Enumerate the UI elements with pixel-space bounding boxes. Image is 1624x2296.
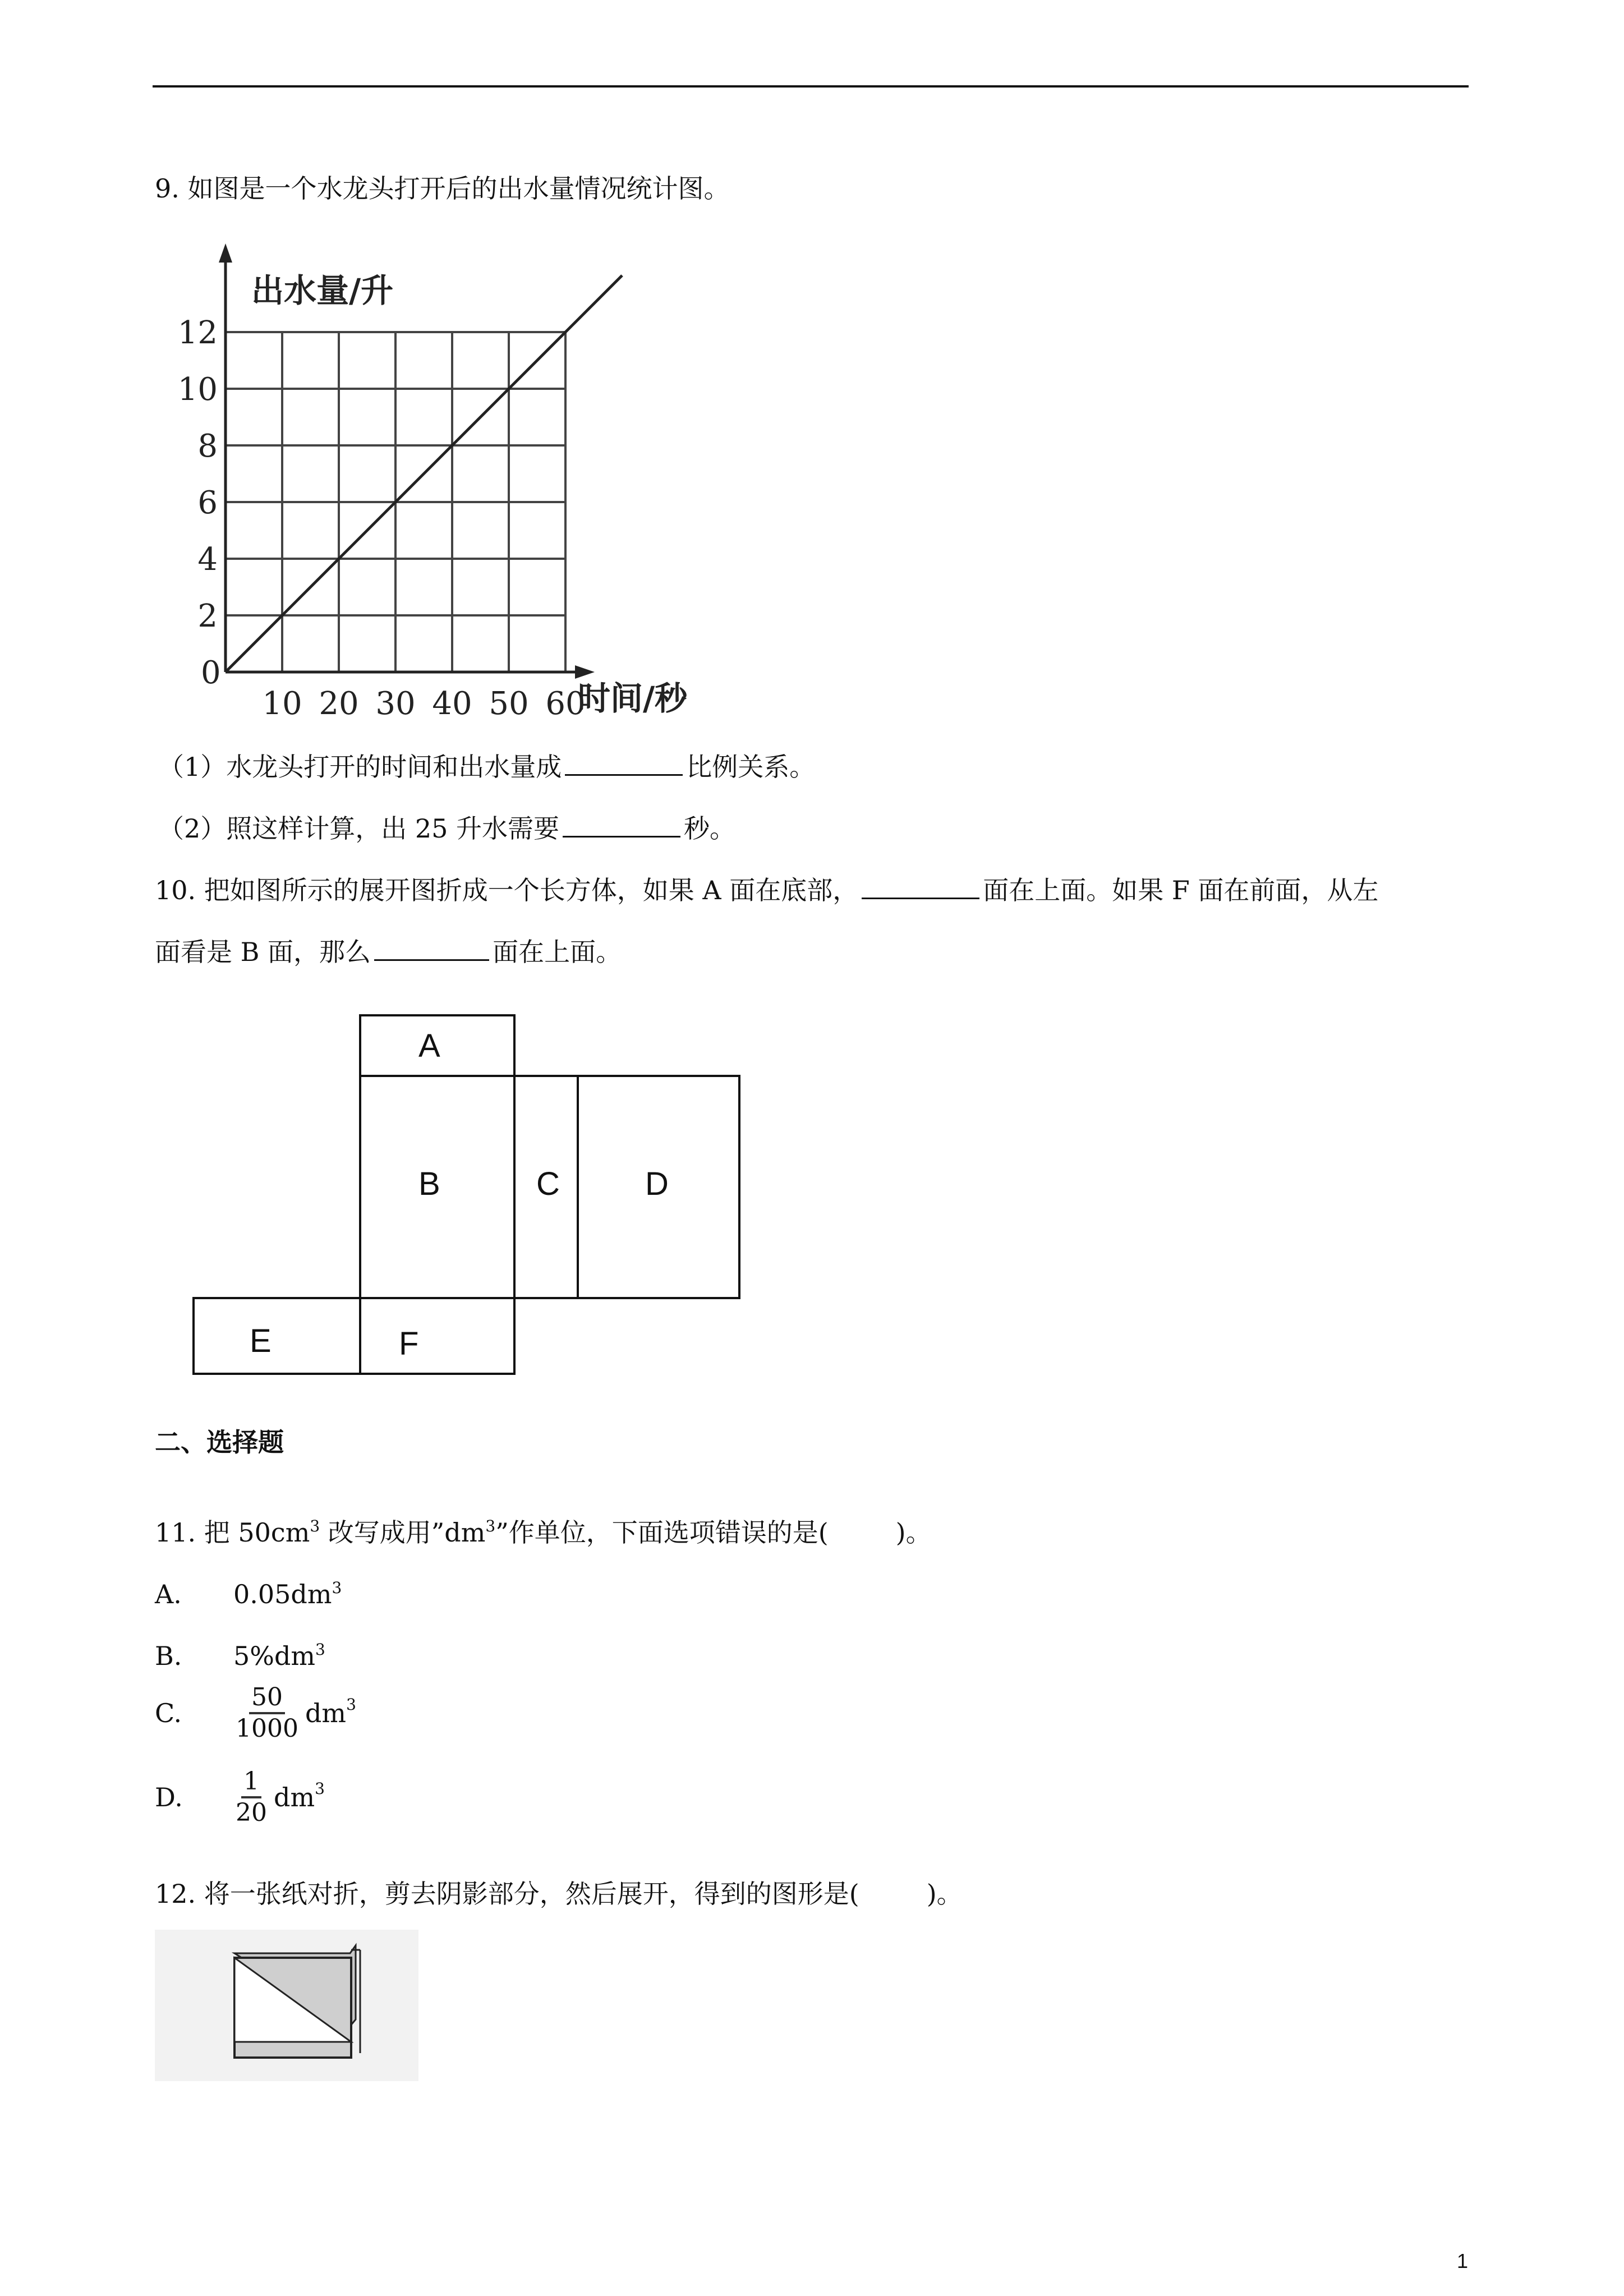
option-sup: 3 bbox=[346, 1695, 356, 1714]
net-face-e bbox=[194, 1298, 360, 1374]
net-face-f bbox=[360, 1298, 514, 1374]
fraction-denominator: 1000 bbox=[236, 1714, 298, 1743]
fraction-numerator: 1 bbox=[241, 1767, 261, 1798]
face-label-a: A bbox=[418, 1028, 440, 1064]
option-sup: 3 bbox=[315, 1779, 325, 1798]
q9-sub2-blank[interactable] bbox=[563, 813, 680, 838]
y-tick-label: 8 bbox=[197, 428, 218, 464]
origin-label: 0 bbox=[201, 655, 221, 691]
q11-text-c: ”作单位，下面选项错误的是( bbox=[495, 1517, 829, 1548]
chart-tick-labels bbox=[178, 315, 586, 722]
option-unit: dm bbox=[274, 1782, 315, 1812]
q12-stem bbox=[155, 1876, 963, 1911]
y-axis-arrow bbox=[219, 243, 232, 263]
face-label-b: B bbox=[418, 1166, 440, 1202]
option-text: 5%dm bbox=[233, 1641, 316, 1671]
q9-sub1 bbox=[158, 749, 815, 784]
face-label-f: F bbox=[399, 1326, 419, 1362]
option-sup: 3 bbox=[332, 1579, 342, 1597]
option-sup: 3 bbox=[315, 1640, 325, 1659]
chart-y-axis-title: 出水量/升 bbox=[251, 272, 394, 310]
fraction-denominator: 20 bbox=[236, 1798, 267, 1827]
chart-series bbox=[226, 275, 622, 672]
q9-sub1-blank[interactable] bbox=[565, 752, 683, 776]
section-title-choice: 二、选择题 bbox=[155, 1427, 284, 1457]
q10-text-2: 面看是 B 面，那么 bbox=[155, 937, 371, 967]
x-tick-label: 30 bbox=[375, 685, 416, 722]
y-tick-label: 6 bbox=[197, 485, 218, 521]
q9-sub2-text-after: 秒。 bbox=[684, 813, 736, 844]
q10-text-2-end: 面在上面。 bbox=[493, 937, 622, 967]
folded-paper-figure bbox=[155, 1930, 418, 2081]
chart-x-axis-title: 时间/秒 bbox=[578, 679, 688, 717]
q11-text: 11. 把 50cm bbox=[155, 1517, 310, 1548]
q10-blank-1[interactable] bbox=[862, 875, 979, 899]
q9-title: 9. 如图是一个水龙头打开后的出水量情况统计图。 bbox=[155, 173, 730, 204]
option-letter: A. bbox=[155, 1579, 182, 1609]
x-tick-label: 40 bbox=[432, 685, 472, 722]
y-tick-label: 12 bbox=[177, 315, 218, 351]
y-tick-label: 2 bbox=[197, 598, 218, 634]
x-tick-label: 60 bbox=[545, 685, 586, 722]
y-tick-label: 4 bbox=[197, 541, 218, 578]
water-flow-chart bbox=[151, 219, 746, 735]
face-label-d: D bbox=[645, 1166, 669, 1202]
q10-line1 bbox=[155, 873, 1378, 908]
page-number: 1 bbox=[1457, 2249, 1469, 2272]
option-letter: B. bbox=[155, 1641, 182, 1671]
q11-option-c[interactable] bbox=[155, 1683, 356, 1743]
x-axis-arrow bbox=[575, 665, 595, 679]
q12-text: 12. 将一张纸对折，剪去阴影部分，然后展开，得到的图形是( bbox=[155, 1879, 859, 1909]
q11-text-d: )。 bbox=[895, 1517, 932, 1548]
q11-option-b[interactable] bbox=[155, 1632, 325, 1673]
q11-sup-2: 3 bbox=[485, 1517, 496, 1535]
q10-line2 bbox=[155, 935, 622, 969]
x-tick-label: 20 bbox=[319, 685, 359, 722]
option-letter: D. bbox=[155, 1782, 183, 1812]
y-tick-label: 10 bbox=[177, 371, 218, 408]
q10-text: 10. 把如图所示的展开图折成一个长方体，如果 A 面在底部， bbox=[155, 875, 859, 905]
q9-sub2 bbox=[158, 811, 735, 846]
fraction bbox=[233, 1767, 269, 1828]
q11-sup: 3 bbox=[310, 1517, 320, 1535]
cuboid-net-diagram bbox=[185, 1010, 763, 1391]
option-text: 0.05dm bbox=[233, 1579, 332, 1609]
x-tick-label: 50 bbox=[489, 685, 529, 722]
q9-sub1-text-after: 比例关系。 bbox=[686, 752, 816, 782]
q10-blank-2[interactable] bbox=[374, 937, 489, 961]
q11-stem bbox=[155, 1509, 932, 1550]
fraction-numerator: 50 bbox=[249, 1683, 285, 1714]
q11-option-d[interactable] bbox=[155, 1767, 325, 1828]
option-letter: C. bbox=[155, 1698, 182, 1728]
x-tick-label: 10 bbox=[262, 685, 302, 722]
q11-text-b: 改写成用”dm bbox=[320, 1517, 486, 1548]
q9-sub1-text: （1）水龙头打开的时间和出水量成 bbox=[158, 752, 562, 782]
q12-text-end: )。 bbox=[926, 1879, 963, 1909]
q10-text-cont: 面在上面。如果 F 面在前面，从左 bbox=[983, 875, 1379, 905]
fraction bbox=[233, 1683, 301, 1743]
q9-sub2-text: （2）照这样计算，出 25 升水需要 bbox=[158, 813, 560, 844]
series-line bbox=[226, 275, 622, 672]
header-rule bbox=[153, 85, 1469, 88]
face-label-c: C bbox=[536, 1166, 560, 1202]
q11-option-a[interactable] bbox=[155, 1571, 342, 1612]
option-unit: dm bbox=[305, 1698, 347, 1728]
face-label-e: E bbox=[250, 1323, 272, 1359]
